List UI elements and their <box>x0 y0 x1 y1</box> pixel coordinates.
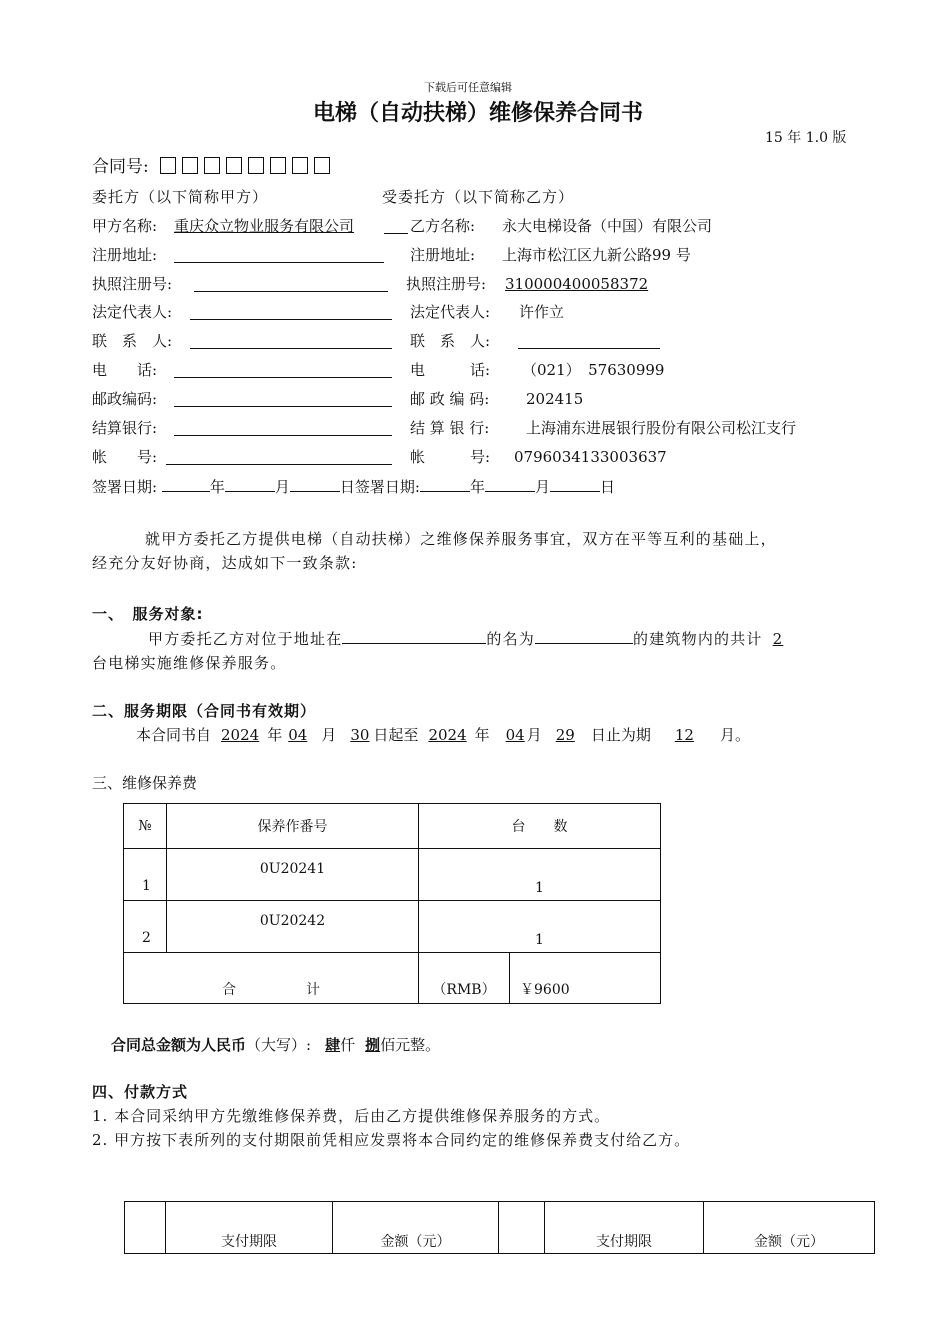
year-label: 年 <box>474 726 490 744</box>
party-a-rep-field[interactable] <box>190 304 392 320</box>
party-b-phone-label: 电 话: <box>410 361 491 379</box>
period-prefix: 本合同书自 <box>136 726 212 744</box>
section-3-heading: 三、维修保养费 <box>92 774 198 792</box>
col-no-header: № <box>124 804 167 849</box>
total-amount-note: （大写）: <box>246 1036 312 1054</box>
contact-row <box>92 331 491 351</box>
license-row <box>92 274 649 294</box>
party-a-name-value[interactable]: 重庆众立物业服务有限公司 <box>174 217 355 235</box>
contract-number <box>92 152 336 177</box>
day-label: 日 <box>599 478 615 496</box>
party-headings <box>92 187 575 207</box>
payment-no-cell <box>499 1202 545 1254</box>
table-total-row <box>124 953 661 1004</box>
month-label: 月 <box>534 478 550 496</box>
amount-digit-hundreds[interactable]: 捌 <box>365 1036 381 1054</box>
sign-b-day-field[interactable] <box>550 476 600 492</box>
payment-item-2: 2. 甲方按下表所列的支付期限前凭相应发票将本合同约定的维修保养费支付给乙方。 <box>92 1131 691 1149</box>
payment-schedule-table <box>124 1201 875 1254</box>
elevator-count-value[interactable]: 2 <box>772 630 784 648</box>
page-title: 电梯（自动扶梯）维修保养合同书 <box>313 101 644 126</box>
phone-row <box>92 360 665 380</box>
start-day-value[interactable]: 30 <box>350 726 370 744</box>
payment-period-header-2: 支付期限 <box>545 1202 704 1254</box>
section-4-heading: 四、付款方式 <box>92 1083 189 1101</box>
section-1-text-c: 的建筑物内的共计 <box>633 630 763 648</box>
party-a-account-label: 帐 号: <box>92 448 158 466</box>
party-b-postcode-value: 202415 <box>526 390 584 408</box>
party-b-name-label: 乙方名称: <box>410 217 476 235</box>
party-b-bank-label: 结 算 银 行: <box>410 419 490 437</box>
postcode-row <box>92 389 584 409</box>
party-a-contact-field[interactable] <box>190 333 392 349</box>
month-label: 月 <box>274 478 290 496</box>
service-address-field[interactable] <box>342 628 486 644</box>
table-row <box>124 849 661 901</box>
party-a-postcode-label: 邮政编码: <box>92 390 158 408</box>
party-b-address-value: 上海市松江区九新公路99 号 <box>502 246 691 264</box>
start-year-value[interactable]: 2024 <box>221 726 260 744</box>
sign-b-month-field[interactable] <box>485 476 535 492</box>
payment-no-cell <box>125 1202 166 1254</box>
amount-digit-thousands[interactable]: 肆 <box>325 1036 341 1054</box>
representative-row <box>92 302 565 322</box>
party-b-name-value: 永大电梯设备（中国）有限公司 <box>502 217 713 235</box>
sign-date-b-label: 日签署日期: <box>339 478 420 496</box>
total-amount-line <box>111 1034 440 1055</box>
bank-row <box>92 418 797 438</box>
intro-line-2: 经充分友好协商，达成如下一致条款: <box>92 554 358 572</box>
months-value[interactable]: 12 <box>674 726 694 744</box>
contract-number-label: 合同号: <box>92 157 149 177</box>
party-a-name-underline-tail <box>384 218 408 234</box>
account-row <box>92 447 667 467</box>
row-no: 2 <box>124 901 167 953</box>
section-1-line-1 <box>148 628 783 649</box>
version-label: 15 年 1.0 版 <box>765 130 847 146</box>
row-code: 0U20241 <box>167 849 419 901</box>
party-b-contact-label: 联 系 人: <box>410 332 491 350</box>
sign-a-month-field[interactable] <box>225 476 275 492</box>
party-b-bank-value: 上海浦东进展银行股份有限公司松江支行 <box>526 419 797 437</box>
party-b-license-label: 执照注册号: <box>406 275 487 293</box>
total-currency: （RMB） <box>419 953 510 1004</box>
row-code: 0U20242 <box>167 901 419 953</box>
party-a-contact-label: 联 系 人: <box>92 332 173 350</box>
start-month-value[interactable]: 04 <box>288 726 308 744</box>
service-period-line <box>136 724 750 745</box>
top-note: 下载后可任意编辑 <box>424 81 512 94</box>
sign-date-a-label: 签署日期: <box>92 478 158 496</box>
amount-unit-hundreds: 佰元整。 <box>380 1036 441 1054</box>
party-b-account-value: 0796034133003637 <box>514 448 667 466</box>
period-mid: 日起至 <box>373 726 419 744</box>
payment-amount-header-1: 金额（元） <box>333 1202 499 1254</box>
row-units: 1 <box>419 849 661 901</box>
party-name-row <box>92 216 713 236</box>
party-b-contact-field[interactable] <box>518 333 660 349</box>
party-a-phone-field[interactable] <box>174 362 392 378</box>
amount-unit-thousands: 仟 <box>340 1036 356 1054</box>
section-1-heading: 一、 服务对象: <box>92 605 204 623</box>
party-b-address-label: 注册地址: <box>410 246 476 264</box>
party-a-rep-label: 法定代表人: <box>92 303 173 321</box>
col-code-header: 保养作番号 <box>167 804 419 849</box>
party-b-account-label: 帐 号: <box>410 448 491 466</box>
party-a-license-field[interactable] <box>194 276 388 292</box>
party-b-heading: 受委托方（以下简称乙方） <box>382 188 575 206</box>
party-a-account-field[interactable] <box>166 449 392 465</box>
payment-header-row <box>125 1202 875 1254</box>
period-label: 日止为期 <box>590 726 651 744</box>
party-a-postcode-field[interactable] <box>174 391 392 407</box>
payment-period-header-1: 支付期限 <box>166 1202 333 1254</box>
sign-date-row <box>92 476 615 496</box>
section-1-text-b: 的名为 <box>486 630 536 648</box>
total-amount-label: 合同总金额为人民币 <box>111 1036 247 1054</box>
end-day-value[interactable]: 29 <box>555 726 575 744</box>
year-label: 年 <box>209 478 225 496</box>
total-value: ￥9600 <box>510 953 661 1004</box>
party-a-bank-field[interactable] <box>174 420 392 436</box>
contract-number-boxes[interactable] <box>160 157 336 177</box>
building-name-field[interactable] <box>535 628 633 644</box>
payment-amount-header-2: 金额（元） <box>704 1202 875 1254</box>
sign-a-day-field[interactable] <box>290 476 340 492</box>
month-label: 月 <box>321 726 337 744</box>
party-b-rep-value: 许作立 <box>519 303 565 321</box>
party-b-postcode-label: 邮 政 编 码: <box>410 390 490 408</box>
end-month-value[interactable]: 04 <box>505 726 525 744</box>
section-1-text-a: 甲方委托乙方对位于地址在 <box>148 630 343 648</box>
intro-line-1: 就甲方委托乙方提供电梯（自动扶梯）之维修保养服务事宜，双方在平等互利的基础上， <box>145 530 777 548</box>
party-a-phone-label: 电 话: <box>92 361 158 379</box>
section-2-heading: 二、服务期限（合同书有效期） <box>92 702 317 720</box>
table-row <box>124 901 661 953</box>
col-units-header: 台 数 <box>419 804 661 849</box>
maintenance-fee-table <box>123 803 661 1004</box>
party-a-heading: 委托方（以下简称甲方） <box>92 188 269 206</box>
section-1-line-2: 台电梯实施维修保养服务。 <box>92 654 287 672</box>
party-b-rep-label: 法定代表人: <box>410 303 491 321</box>
row-units: 1 <box>419 901 661 953</box>
party-b-phone-value: （021） 57630999 <box>522 361 665 379</box>
payment-item-1: 1. 本合同采纳甲方先缴维修保养费，后由乙方提供维修保养服务的方式。 <box>92 1107 611 1125</box>
party-a-address-label: 注册地址: <box>92 246 158 264</box>
period-suffix: 月。 <box>719 726 750 744</box>
party-a-address-field[interactable] <box>174 247 384 263</box>
party-b-license-value: 310000400058372 <box>505 275 649 293</box>
party-a-bank-label: 结算银行: <box>92 419 158 437</box>
total-label: 合 计 <box>124 953 419 1004</box>
year-label: 年 <box>267 726 283 744</box>
sign-a-year-field[interactable] <box>162 476 210 492</box>
month-label: 月 <box>526 726 542 744</box>
party-a-license-label: 执照注册号: <box>92 275 173 293</box>
table-header-row <box>124 804 661 849</box>
sign-b-year-field[interactable] <box>420 476 470 492</box>
party-a-name-label: 甲方名称: <box>92 217 158 235</box>
end-year-value[interactable]: 2024 <box>428 726 467 744</box>
address-row <box>92 245 691 265</box>
row-no: 1 <box>124 849 167 901</box>
year-label: 年 <box>469 478 485 496</box>
